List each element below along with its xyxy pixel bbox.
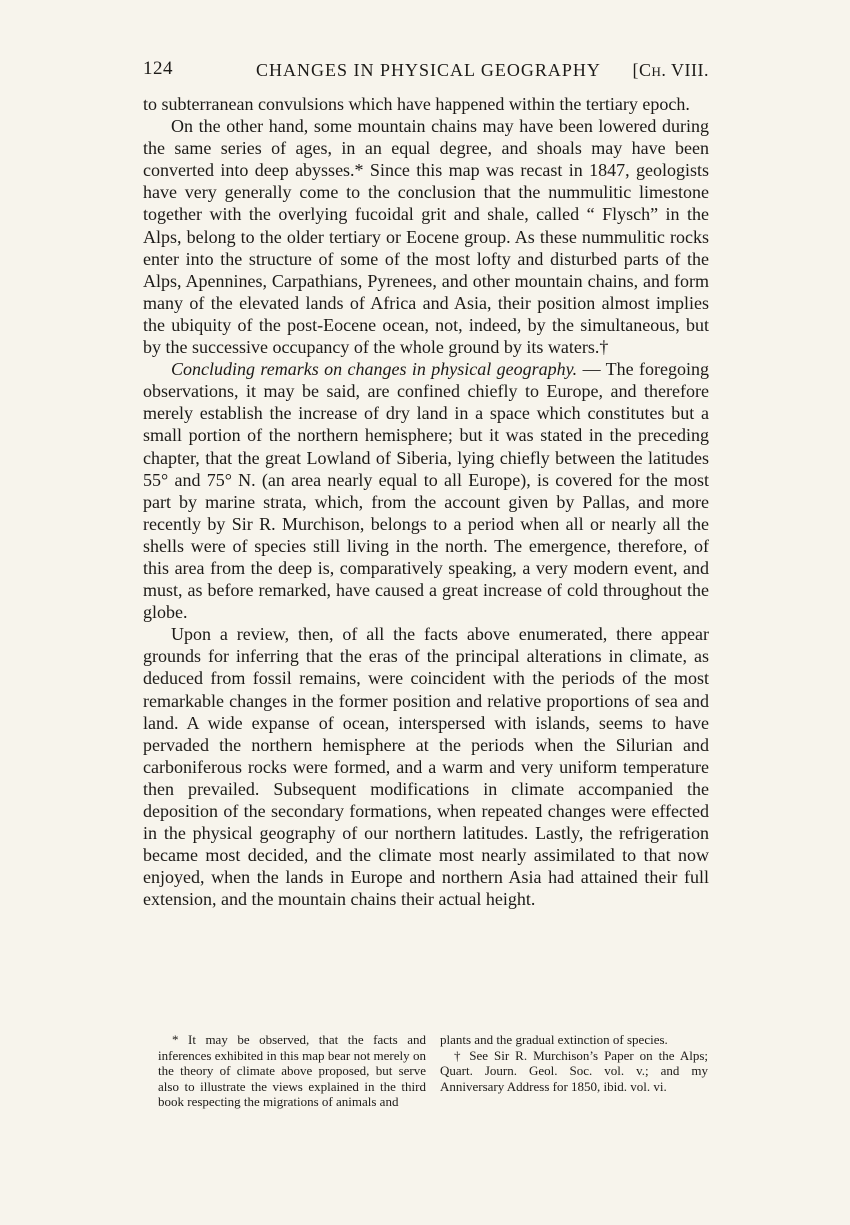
paragraph-2: On the other hand, some mountain chains may have been lowered during the same series of ages, in an equal degree, and shoals may have been converted into deep abysses.* Since this map was recast in 1847, geologists have very generally come to the conclusion that the nummulitic limestone together with the overlying fucoidal grit and shale, called “ Flysch” in the Alps, belong to the older tertiary or Eocene group. As these nummulitic rocks enter into the structure of some of the most lofty and disturbed parts of the Alps, Apennines, Carpathians, Pyrenees, and other mountain chains, and form many of the elevated lands of Africa and Asia, their position almost implies the ubiquity of the post-Eocene ocean, not, indeed, by the simultaneous, but by the successive occupancy of the whole ground by its waters.† (143, 116, 709, 358)
footnotes (158, 1032, 708, 1110)
running-header (143, 58, 709, 88)
running-title: CHANGES IN PHYSICAL GEOGRAPHY (256, 60, 601, 80)
footnote-1-continued: plants and the gradual extinction of species. (440, 1032, 668, 1047)
footnote-column-left (158, 1032, 426, 1110)
paragraph-3-text: — The foregoing observations, it may be said, are confined chiefly to Europe, and therefore merely establish the increase of dry land in a space which constitutes but a small portion of the northern hemisphere; but it was stated in the preceding chapter, that the great Lowland of Siberia, lying chiefly between the latitudes 55° and 75° N. (an area nearly equal to all Europe), is covered for the most part by marine strata, which, from the account given by Pallas, and more recently by Sir R. Murchison, belongs to a period when all or nearly all the shells were of species still living in the north. The emergence, therefore, of this area from the deep is, comparatively speaking, a very modern event, and must, as before remarked, have caused a great increase of cold throughout the globe. (143, 359, 710, 623)
paragraph-3 (143, 358, 709, 623)
footnote-1: * It may be observed, that the facts and inferences exhibited in this map bear not merely on the theory of climate above proposed, but serve also to illustrate the views explained in the third book respecting the migrations of animals and (158, 1032, 426, 1110)
page-number: 124 (143, 58, 173, 79)
section-heading: Concluding remarks on changes in physical geography. (171, 359, 578, 380)
footnote-column-right (440, 1032, 708, 1110)
main-text (143, 93, 709, 910)
paragraph-1: to subterranean convulsions which have happened within the tertiary epoch. (143, 94, 690, 114)
footnote-2: † See Sir R. Murchison’s Paper on the Alps; Quart. Journ. Geol. Soc. vol. v.; and my Anniversary Address for 1850, ibid. vol. vi. (440, 1047, 708, 1094)
chapter-reference: [Ch. VIII. (632, 60, 709, 80)
paragraph-4: Upon a review, then, of all the facts above enumerated, there appear grounds for inferring that the eras of the principal alterations in climate, as deduced from fossil remains, were coincident with the periods of the most remarkable changes in the former position and relative proportions of sea and land. A wide expanse of ocean, interspersed with islands, seems to have pervaded the northern hemisphere at the periods when the Silurian and carboniferous rocks were formed, and a warm and very uniform temperature then prevailed. Subsequent modifications in climate accompanied the deposition of the secondary formations, when repeated changes were effected in the physical geography of our northern latitudes. Lastly, the refrigeration became most decided, and the climate most nearly assimilated to that now enjoyed, when the lands in Europe and northern Asia had attained their full extension, and the mountain chains their actual height. (143, 624, 709, 910)
